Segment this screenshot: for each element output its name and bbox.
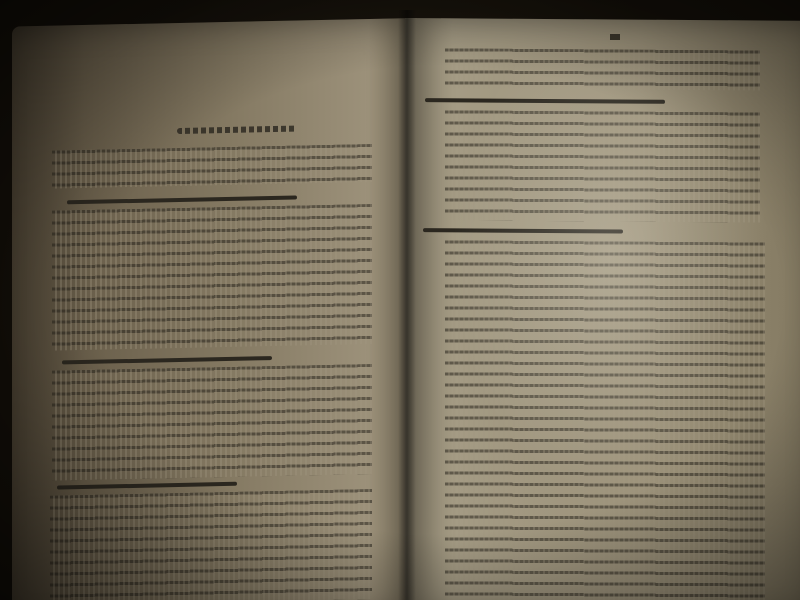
left-page-text-block-2 xyxy=(52,364,372,481)
right-page xyxy=(405,18,800,600)
left-page-text-block-intro xyxy=(52,144,372,189)
contents-title xyxy=(177,126,297,135)
left-page-chapter-heading-3 xyxy=(57,482,237,490)
right-page-text-block-1 xyxy=(445,48,760,90)
left-page-chapter-heading-2 xyxy=(62,356,272,364)
right-page-chapter-heading-1 xyxy=(425,98,665,104)
left-page-chapter-heading-1 xyxy=(67,196,297,205)
book-gutter xyxy=(398,10,416,600)
right-page-number xyxy=(610,34,620,40)
right-page-text-block-2 xyxy=(445,110,760,222)
left-page-text-block-3 xyxy=(50,489,372,600)
right-page-text-block-3 xyxy=(445,240,765,600)
right-page-chapter-heading-2 xyxy=(423,228,623,233)
left-page-text-block-1 xyxy=(52,204,372,351)
left-page xyxy=(12,18,417,600)
